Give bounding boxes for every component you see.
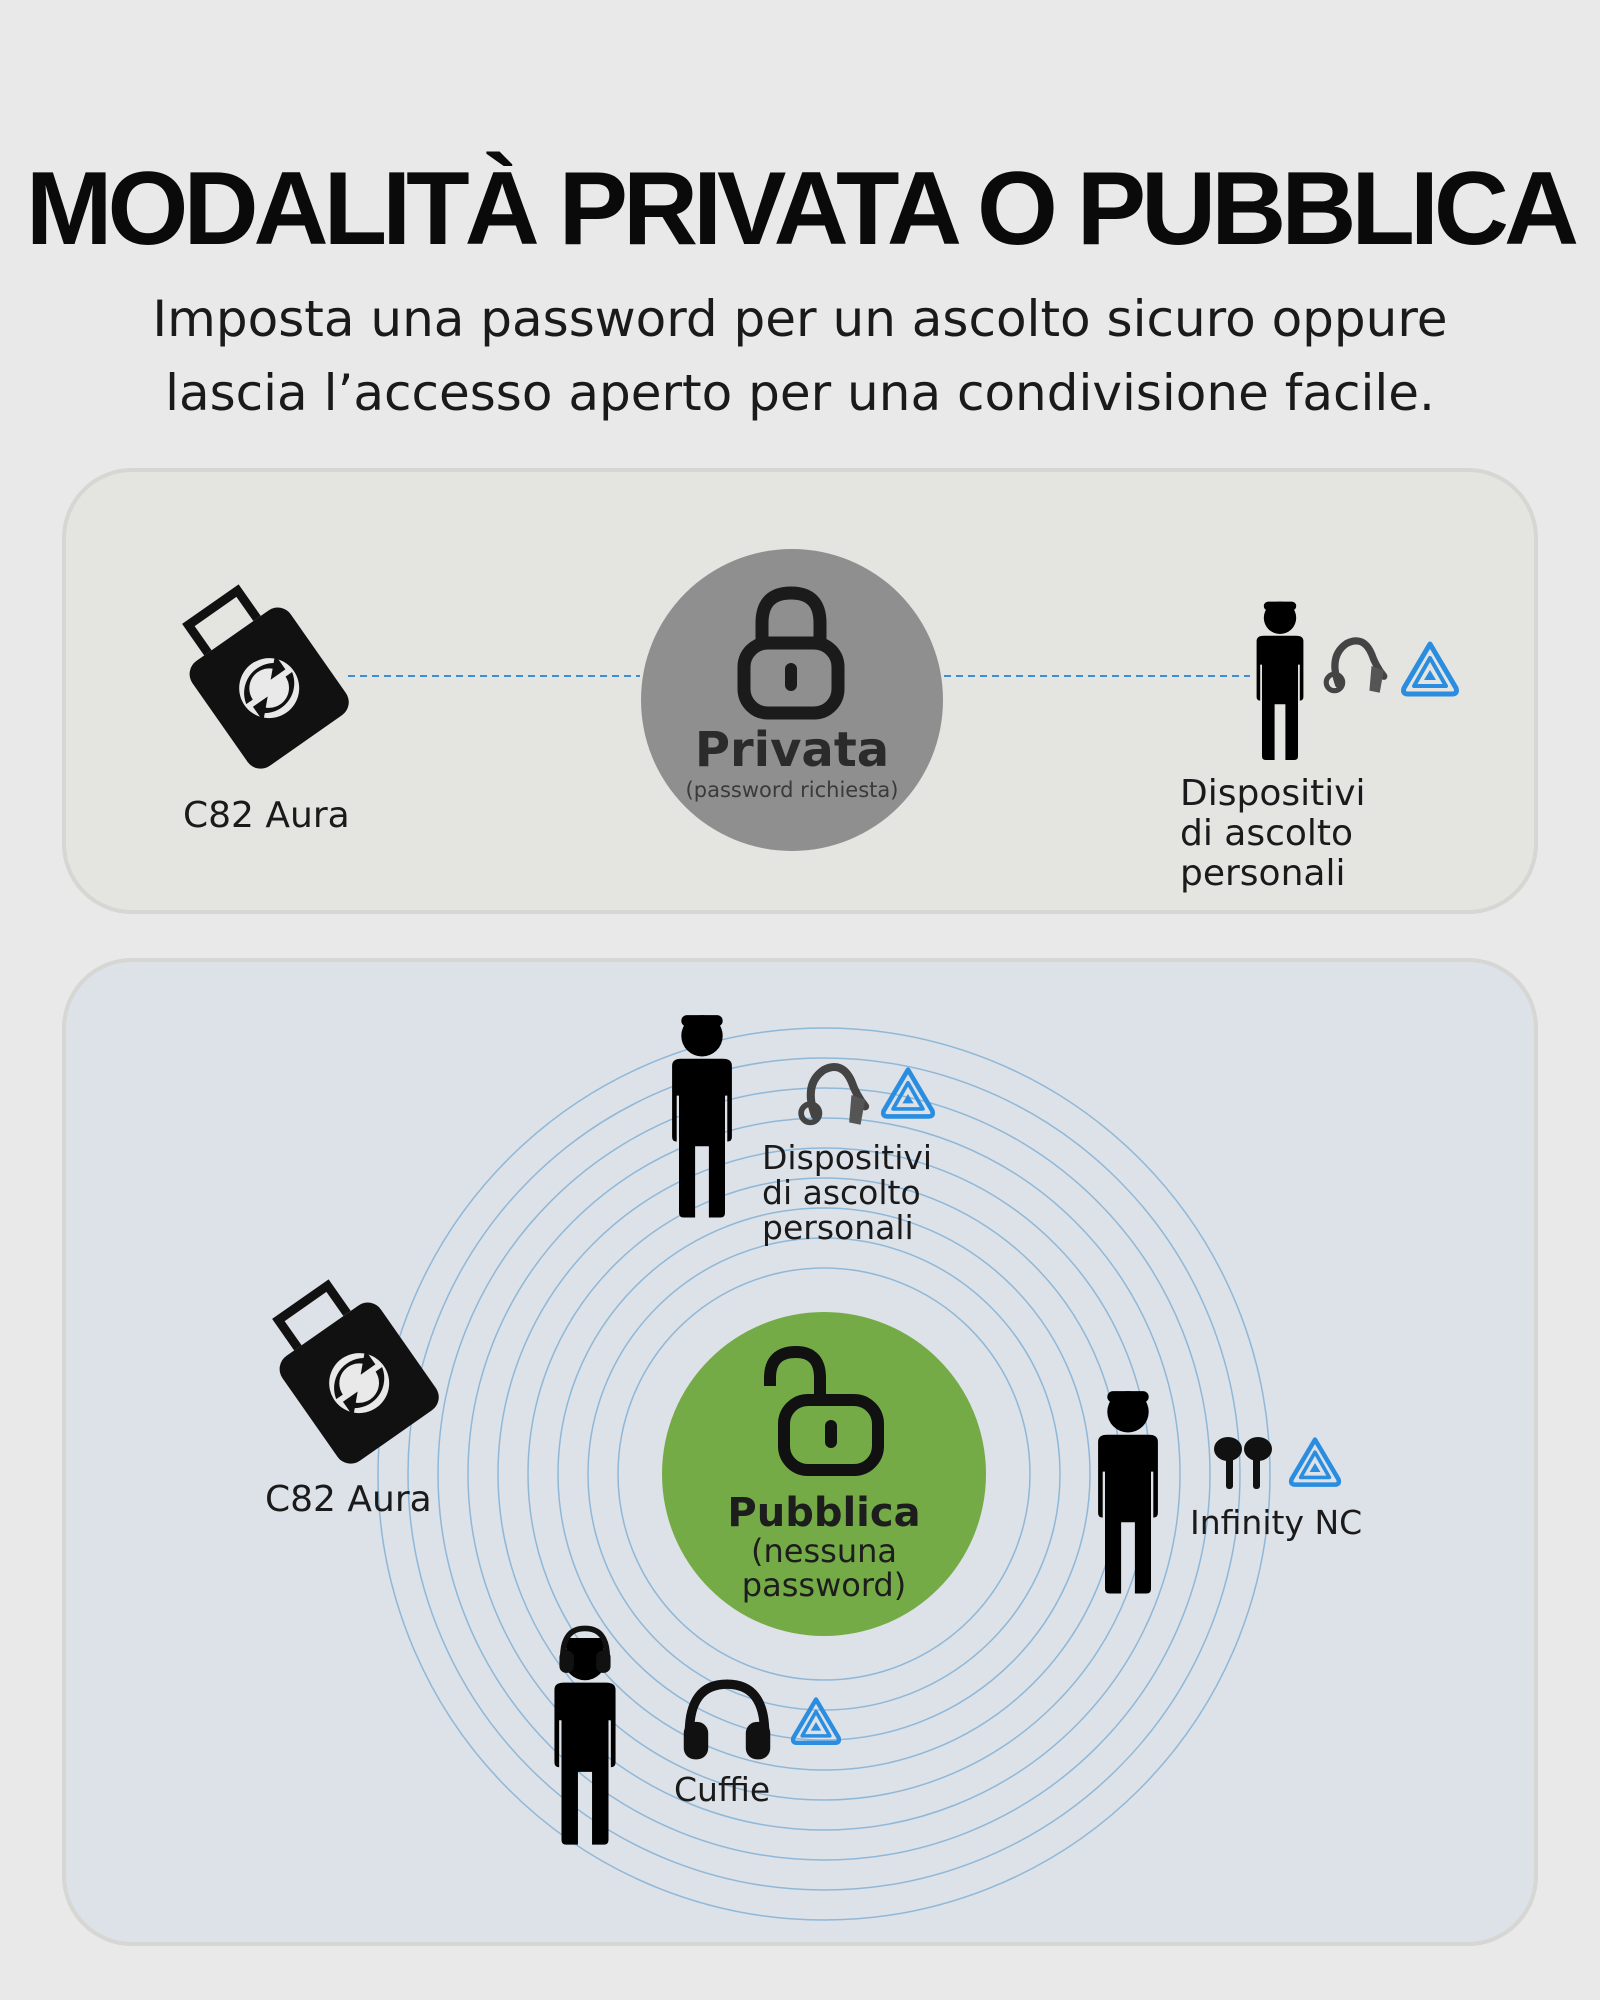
public-receiver-right-label: Infinity NC <box>1190 1503 1363 1542</box>
hearing-aid-icon <box>792 1060 872 1130</box>
public-mode-label: Pubblica <box>727 1490 921 1536</box>
public-receiver-bottom-label: Cuffie <box>674 1770 771 1809</box>
auracast-icon <box>1288 1436 1342 1490</box>
subtitle-line-1: Imposta una password per un ascolto sicuro oppure <box>152 290 1448 348</box>
person-icon <box>656 1004 748 1224</box>
lock-open-icon <box>758 1346 886 1476</box>
public-mode-note: (nessuna password) <box>741 1532 907 1604</box>
auracast-icon <box>880 1066 936 1122</box>
headphones-icon <box>680 1676 774 1762</box>
earbuds-icon <box>1208 1432 1278 1494</box>
speaker-icon <box>250 1270 450 1470</box>
auracast-icon <box>790 1696 842 1748</box>
subtitle-line-2: lascia l’accesso aperto per una condivisione facile. <box>165 364 1435 422</box>
public-receiver-top-label: Dispositivi di ascolto personali <box>762 1138 933 1247</box>
page-title: MODALITÀ PRIVATA O PUBBLICA <box>25 151 1575 267</box>
private-device-label: C82 Aura <box>183 795 350 836</box>
headphones-icon <box>552 1624 618 1674</box>
person-icon <box>1082 1378 1174 1602</box>
private-mode-label: Privata <box>694 722 890 778</box>
private-mode-note: (password richiesta) <box>685 778 899 802</box>
private-receiver-label: Dispositivi di ascolto personali <box>1180 773 1366 894</box>
public-device-label: C82 Aura <box>265 1479 432 1520</box>
